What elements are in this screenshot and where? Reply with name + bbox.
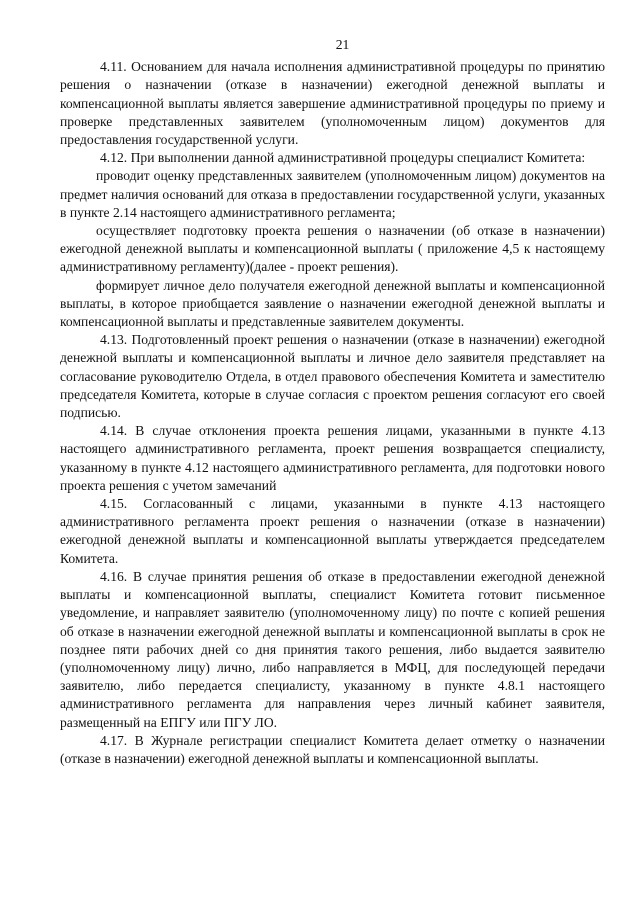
paragraph-4-12: 4.12. При выполнении данной административной процедуры специалист Комитета: <box>100 150 586 166</box>
paragraph-4-15: 4.15. Согласованный с лицами, указанными в пункте 4.13 настоящего административного регламента проект решения о назначении (отказе в назначении) ежегодной денежной выплаты и компенсационной выплаты утверждается председателем Комитета. <box>60 496 605 566</box>
page-number: 21 <box>335 37 350 52</box>
paragraph-4-14: 4.14. В случае отклонения проекта решения лицами, указанными в пункте 4.13 настоящего административного регламента, проект решения возвращается специалисту, указанному в пункте 4.12 настоящего административного регламента, для подготовки нового проекта решения с учетом замечаний <box>60 423 605 493</box>
paragraph-4-11: 4.11. Основанием для начала исполнения административной процедуры по принятию решения о назначении (отказе в назначении) ежегодной денежной выплаты и компенсационной выплаты является завершение административной процедуры по приему и проверке представленных заявителем (уполномоченным лицом) документов для предоставления государственной услуги. <box>60 59 605 148</box>
list-item-assessment: проводит оценку представленных заявителем (уполномоченным лицом) документов на предмет наличия оснований для отказа в предоставлении государственной услуги, указанных в пункте 2.14 настоящего административного регламента; <box>60 168 605 220</box>
paragraph-4-17: 4.17. В Журнале регистрации специалист Комитета делает отметку о назначении (отказе в назначении) ежегодной денежной выплаты и компенсационной выплаты. <box>60 732 605 766</box>
paragraph-4-13: 4.13. Подготовленный проект решения о назначении (отказе в назначении) ежегодной денежной выплаты и компенсационной выплаты и личное дело заявителя представляет на согласование руководителю Отдела, в отдел правового обеспечения Комитета и заместителю председателя Комитета, которые в случае согласия с проектом решения согласуют его своей подписью. <box>60 332 605 421</box>
list-item-personal-file: формирует личное дело получателя ежегодной денежной выплаты и компенсационной выплаты, в которое приобщается заявление о назначении ежегодной денежной выплаты и компенсационной выплаты и представленные заявителем документы. <box>60 277 605 330</box>
paragraph-4-16: 4.16. В случае принятия решения об отказе в предоставлении ежегодной денежной выплаты и компенсационной выплаты, специалист Комитета готовит письменное уведомление, и направляет заявителю (уполномоченному лицу) по почте с копией решения об отказе в назначении ежегодной денежной выплаты и компенсационной выплаты в срок не позднее пяти рабочих дней со дня принятия такого решения, либо выдается заявителю (уполномоченному лицу) лично, либо направляется в МФЦ, для последующей передачи заявителю, либо передается специалисту, указанному в пункте 4.8.1 настоящего административного регламента для направления через личный кабинет заявителя, размещенный на ЕПГУ или ПГУ ЛО. <box>60 568 605 730</box>
list-item-draft-decision: осуществляет подготовку проекта решения о назначении (об отказе в назначении) ежегодной денежной выплаты и компенсационной выплаты ( приложение 4,5 к настоящему административному регламенту)(далее - проект решения). <box>60 223 605 275</box>
